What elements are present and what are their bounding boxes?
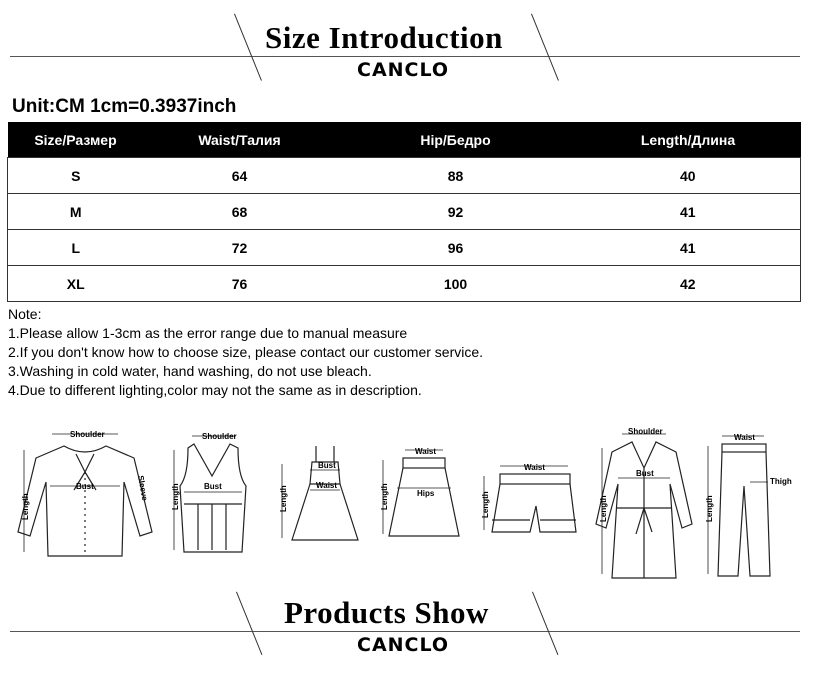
- note-item: 4.Due to different lighting,color may not the same as in description.: [8, 382, 422, 398]
- table-row: [8, 194, 801, 230]
- size-table: [7, 122, 801, 302]
- bust-label: Bust: [318, 461, 336, 470]
- sling-dress-sketch: [272, 440, 364, 550]
- length-label: Length: [705, 495, 714, 522]
- products-show-title: Products Show: [284, 595, 489, 630]
- waist-label: Waist: [316, 481, 338, 490]
- page-title: Size Introduction: [265, 20, 503, 55]
- length-label: Length: [380, 483, 389, 510]
- skirt-sketch: [375, 444, 465, 544]
- header-length: Length/Длина: [576, 122, 801, 158]
- header-slash-right: [531, 14, 559, 81]
- cell-size: M: [8, 194, 144, 230]
- cell-size: L: [8, 230, 144, 266]
- cell-waist: 64: [144, 158, 336, 194]
- footer-brand-logo: CANCLO: [357, 634, 450, 656]
- cell-hip: 100: [336, 266, 576, 302]
- thigh-label: Thigh: [770, 477, 792, 486]
- cell-length: 40: [576, 158, 801, 194]
- sleeve-label: Sleeve: [136, 474, 150, 502]
- table-row: [8, 266, 801, 302]
- bust-label: Bust: [636, 469, 654, 478]
- unit-line: Unit:CM 1cm=0.3937inch: [12, 96, 237, 117]
- footer-rule: [10, 631, 800, 632]
- cell-waist: 72: [144, 230, 336, 266]
- table-row: [8, 230, 801, 266]
- table-header-row: [8, 122, 801, 158]
- footer-slash-left: [236, 592, 262, 655]
- shoulder-label: Shoulder: [70, 430, 105, 439]
- shoulder-label: Shoulder: [628, 427, 663, 436]
- trousers-sketch: [698, 426, 796, 586]
- cell-length: 41: [576, 230, 801, 266]
- tank-top-sketch: [166, 426, 256, 556]
- coat-sketch: [592, 424, 696, 584]
- header-rule: [10, 56, 800, 57]
- shorts-sketch: [478, 460, 582, 540]
- length-label: Length: [599, 495, 608, 522]
- table-row: [8, 158, 801, 194]
- header-slash-left: [234, 14, 262, 81]
- bust-label: Bust: [204, 482, 222, 491]
- cell-length: 41: [576, 194, 801, 230]
- care-notes: [8, 305, 483, 400]
- note-item: 1.Please allow 1-3cm as the error range due to manual measure: [8, 325, 408, 341]
- cell-waist: 68: [144, 194, 336, 230]
- waist-label: Waist: [524, 463, 546, 472]
- header-size: Size/Размер: [8, 122, 144, 158]
- cell-size: S: [8, 158, 144, 194]
- bust-label: Bust: [76, 482, 94, 491]
- length-label: Length: [279, 485, 288, 512]
- length-label: Length: [481, 491, 490, 518]
- note-heading: Note:: [8, 306, 42, 322]
- brand-logo: CANCLO: [357, 59, 450, 81]
- length-label: Length: [21, 493, 30, 520]
- cell-waist: 76: [144, 266, 336, 302]
- header-waist: Waist/Талия: [144, 122, 336, 158]
- hips-label: Hips: [417, 489, 435, 498]
- cell-hip: 88: [336, 158, 576, 194]
- length-label: Length: [171, 483, 180, 510]
- header-hip: Hip/Бедро: [336, 122, 576, 158]
- cell-hip: 92: [336, 194, 576, 230]
- cell-size: XL: [8, 266, 144, 302]
- note-item: 3.Washing in cold water, hand washing, do not use bleach.: [8, 363, 372, 379]
- shoulder-label: Shoulder: [202, 432, 237, 441]
- waist-label: Waist: [734, 433, 756, 442]
- footer-slash-right: [532, 592, 558, 655]
- waist-label: Waist: [415, 447, 437, 456]
- blouse-sketch: [14, 424, 156, 564]
- cell-hip: 96: [336, 230, 576, 266]
- cell-length: 42: [576, 266, 801, 302]
- note-item: 2.If you don't know how to choose size, please contact our customer service.: [8, 344, 484, 360]
